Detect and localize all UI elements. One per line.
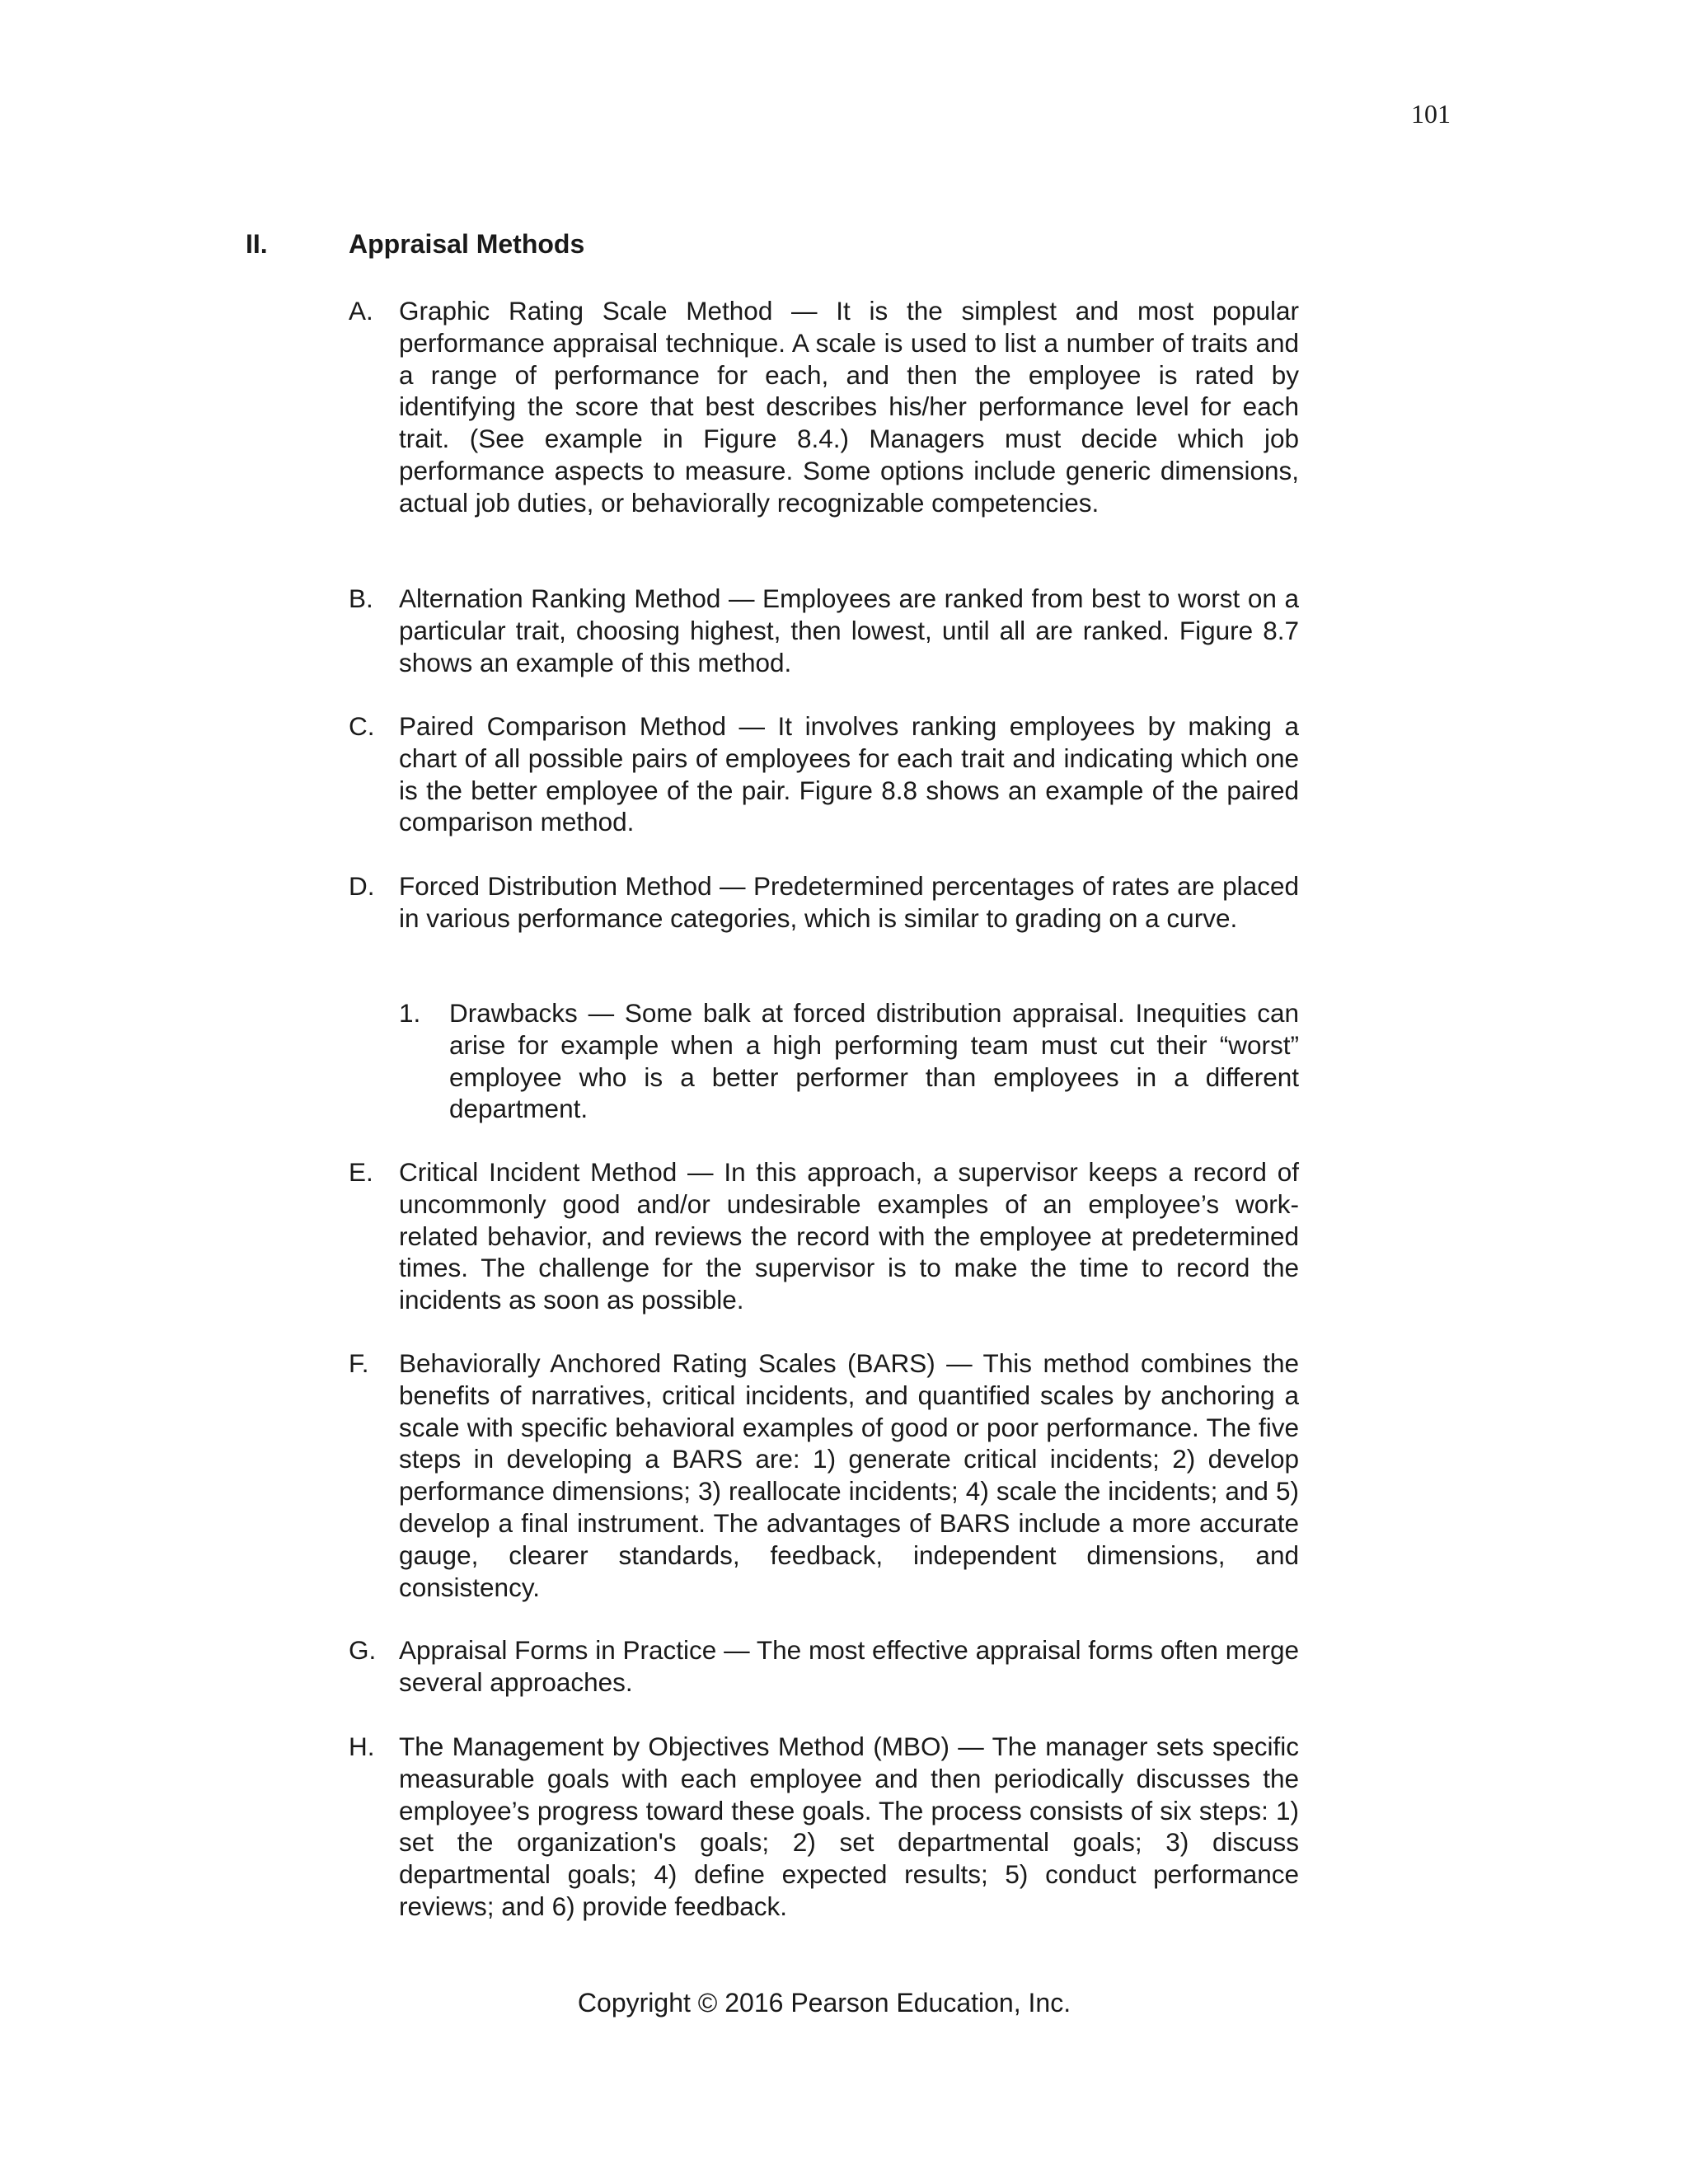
copyright-footer <box>0 1988 1688 2018</box>
section-title: Appraisal Methods <box>349 229 585 259</box>
list-item-text: Behaviorally Anchored Rating Scales (BARS) — This method combines the benefits of narratives, critical incidents, and quantified scales by anchoring a scale with specific behavioral examples of good or poor performance. The five steps in developing a BARS are: 1) generate critical incidents; 2) develop performance dimensions; 3) reallocate incidents; 4) scale the incidents; and 5) develop a final instrument. The advantages of BARS include a more accurate gauge, clearer standards, feedback, independent dimensions, and consistency. <box>399 1348 1299 1602</box>
list-item-text: Forced Distribution Method — Predetermined percentages of rates are placed in various performance categories, which is similar to grading on a curve. <box>399 871 1299 933</box>
list-item-marker: D. <box>349 871 375 901</box>
list-item-text: Graphic Rating Scale Method — It is the simplest and most popular performance appraisal technique. A scale is used to list a number of traits and a range of performance for each, and then the employee is rated by identifying the score that best describes his/her performance level for each trait. (See example in Figure 8.4.) Managers must decide which job performance aspects to measure. Some options include generic dimensions, actual job duties, or behaviorally recognizable competencies. <box>399 296 1299 518</box>
list-item-marker: H. <box>349 1732 375 1761</box>
list-item-marker: B. <box>349 583 373 613</box>
list-item-text: Paired Comparison Method — It involves ranking employees by making a chart of all possible pairs of employees for each trait and indicating which one is the better employee of the pair. Figure 8.8 shows an example of the paired comparison method. <box>399 711 1299 837</box>
list-item-marker: G. <box>349 1635 377 1665</box>
page-number: 101 <box>1411 99 1451 129</box>
list-item-text: Alternation Ranking Method — Employees are ranked from best to worst on a particular trait, choosing highest, then lowest, until all are ranked. Figure 8.7 shows an example of this method. <box>399 583 1299 677</box>
section-heading <box>0 229 1688 269</box>
list-item-marker: E. <box>349 1157 373 1187</box>
list-item-text: Drawbacks — Some balk at forced distribution appraisal. Inequities can arise for example when a high performing team must cut their “worst” employee who is a better performer than employees in a different department. <box>449 998 1299 1124</box>
list-item-marker: F. <box>349 1348 369 1378</box>
section-numeral: II. <box>246 229 268 259</box>
list-item-text: Critical Incident Method — In this approach, a supervisor keeps a record of uncommonly good and/or undesirable examples of an employee’s work-related behavior, and reviews the record with the employee at predetermined times. The challenge for the supervisor is to make the time to record the incidents as soon as possible. <box>399 1157 1299 1315</box>
list-item-marker: 1. <box>399 998 421 1028</box>
list-item-text: Appraisal Forms in Practice — The most effective appraisal forms often merge several approaches. <box>399 1635 1299 1697</box>
list-item-marker: C. <box>349 711 375 741</box>
list-item-marker: A. <box>349 296 373 326</box>
copyright-text: Copyright © 2016 Pearson Education, Inc. <box>577 1988 1071 2018</box>
list-item-text: The Management by Objectives Method (MBO) — The manager sets specific measurable goals with each employee and then periodically discusses the employee’s progress toward these goals. The process consists of six steps: 1) set the organization's goals; 2) set departmental goals; 3) discuss departmental goals; 4) define expected results; 5) conduct performance reviews; and 6) provide feedback. <box>399 1732 1299 1921</box>
